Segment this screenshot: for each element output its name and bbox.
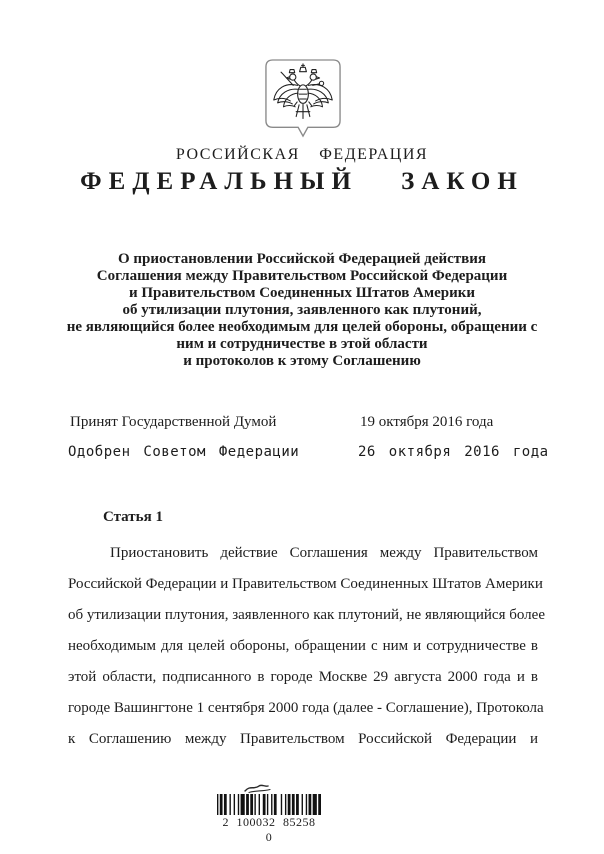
approved-by-council-label: Одобрен Советом Федерации: [68, 444, 300, 460]
approved-by-council-date: 26 октября 2016 года: [358, 444, 549, 460]
body-line: этой области, подписанного в городе Москве 29 августа 2000 года и в: [68, 669, 538, 685]
barcode-block: [217, 783, 323, 845]
law-title-line: О приостановлении Российской Федерацией действия: [117, 251, 487, 267]
body-line: Российской Федерации и Правительством Соединенных Штатов Америки: [68, 576, 543, 592]
body-line: Приостановить действие Соглашения между Правительством: [110, 545, 538, 561]
passed-by-duma-date: 19 октября 2016 года: [360, 414, 494, 430]
article-1-body: [68, 538, 545, 755]
law-title-line: и Правительством Соединенных Штатов Америки: [128, 285, 476, 301]
law-title-line: Соглашения между Правительством Российской Федерации: [96, 268, 508, 284]
body-line: городе Вашингтоне 1 сентября 2000 года (далее - Соглашение), Протокола: [68, 700, 544, 716]
body-line: об утилизации плутония, заявленного как плутоний, не являющийся более: [68, 607, 545, 623]
body-line: необходимым для целей обороны, обращении с ним и сотрудничестве в: [68, 638, 538, 654]
barcode-bars: [217, 794, 321, 815]
law-title-line: об утилизации плутония, заявленного как плутоний,: [122, 302, 482, 318]
document-type-title: ФЕДЕРАЛЬНЫЙ ЗАКОН: [80, 168, 524, 195]
coat-of-arms-icon: [264, 58, 342, 140]
law-title-line: не являющийся более необходимым для целей обороны, обращении с: [66, 319, 538, 335]
article-1-heading: Статья 1: [103, 509, 163, 525]
barcode-number: 2 100032 85258 0: [222, 815, 316, 844]
country-title: РОССИЙСКАЯ ФЕДЕРАЦИЯ: [175, 146, 429, 163]
law-title: [42, 251, 562, 370]
law-title-line: и протоколов к этому Соглашению: [183, 353, 421, 369]
body-line: к Соглашению между Правительством Российской Федерации и: [68, 731, 538, 747]
law-title-line: ним и сотрудничестве в этой области: [176, 336, 428, 352]
handwritten-mark-icon: [241, 783, 275, 794]
passed-by-duma-label: Принят Государственной Думой: [70, 414, 277, 430]
